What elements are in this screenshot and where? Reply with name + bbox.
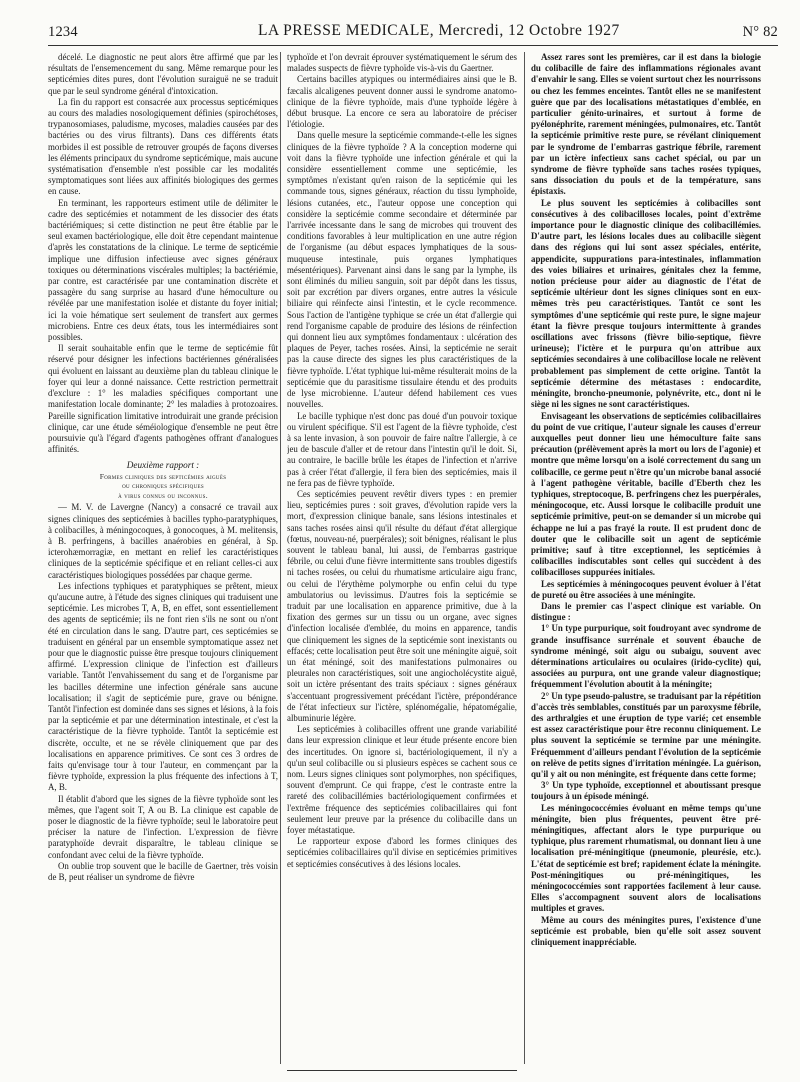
paragraph: En terminant, les rapporteurs estiment utile de délimiter le cadre des septicémies et notamment de les dissocier des états bactériémiques; si cette distinction ne peut être établie par le seul examen bactériologique, elle doit être cependant maintenue d'après les constatations de la clinique. Le terme de septicémie implique une diffusion infectieuse avec signes généraux toxiques ou déterminations viscérales multiples; la bactériémie, par contre, est caractérisée par une contamination discrète et passagère du sang surprise au hasard d'une hémoculture ou révélée par une manifestation isolée et distante du foyer initial; ici la voie hématique sert seulement de transfert aux germes microbiens. Entre ces deux états, tous les intermédiaires sont possibles. (48, 197, 278, 343)
paragraph: typhoïde et l'on devrait éprouver systématiquement le sérum des malades suspects de fièvre typhoïde vis-à-vis du Gaertner. (287, 52, 517, 74)
paragraph: Assez rares sont les premières, car il est dans la biologie du colibacille de faire des inflammations régionales avant d'envahir le sang. Elles se voient surtout chez les nourrissons ou chez les femmes enceintes. Tantôt elles ne se manifestent guère que par des localisations métastatiques d'emblée, en particulier génito-urinaires, et surtout à forme de pyélonéphrite, rarement méningées, pulmonaires, etc. Tantôt la septicémie primitive reste pure, se révélant cliniquement par le syndrome de l'embarras gastrique fébrile, rarement par un ictère infectieux sans cachet spécial, ou par un syndrome de fièvre typhoïde sans taches rosées typiques, sans dissociation du pouls et de la température, sans épistaxis. (531, 52, 761, 197)
paragraph: Les septicémies à colibacilles offrent une grande variabilité dans leur expression clinique et leur étude présente encore bien des incertitudes. On ignore si, bactériologiquement, il n'y a qu'un seul colibacille ou si plusieurs espèces se cachent sous ce nom. Leurs signes cliniques sont polymorphes, non spécifiques, souvent d'emprunt. Ce qui frappe, c'est le contraste entre la rareté des colibacillémies bactériologiquement confirmées et l'extrême fréquence des septicémies colibacillaires qui font seulement leur preuve par la présence du colibacille dans un foyer métastatique. (287, 724, 517, 836)
running-title: LA PRESSE MEDICALE, Mercredi, 12 Octobre 1927 (258, 22, 620, 39)
paragraph: Le bacille typhique n'est donc pas doué d'un pouvoir toxique ou virulent spécifique. S'il est l'agent de la fièvre typhoïde, c'est à sa lente invasion, à son pouvoir de faire naître l'allergie, à ce jeu de bascule d'aller et de retour dans l'intestin qu'il le doit. Si, au contraire, le bacille brûle les étapes de l'infection et n'arrive pas à créer l'état d'allergie, il fera bien des septicémies, mais il ne fera pas de fièvre typhoïde. (287, 410, 517, 488)
paragraph: La fin du rapport est consacrée aux processus septicémiques au cours des maladies nosologiquement définies (spirochétoses, trypanosomiases, paludisme, mycoses, maladies causées par des bactéries ou des virus filtrants). Dans ces différents états morbides il est possible de retrouver groupés de façons diverses les éléments principaux du syndrome septicémique, mais aucune systématisation d'ensemble n'est possible car les modalités symptomatiques sont liées aux affinités biologiques des germes en cause. (48, 96, 278, 197)
column-divider (524, 52, 525, 1064)
paragraph: 2° Un type pseudo-palustre, se traduisant par la répétition d'accès très semblables, constitués par un paroxysme fébrile, des arthralgies et une éruption de type varié; cet ensemble est assez caractéristique pour être reconnu cliniquement. Le plus souvent la septicémie se termine par une méningite. Fréquemment d'ailleurs pendant l'évolution de la septicémie on relève de petits signes d'irritation méningée. La guérison, qu'il y ait ou non méningite, est fréquente dans cette forme; (531, 690, 761, 779)
paragraph: Il serait souhaitable enfin que le terme de septicémie fût réservé pour désigner les infections bactériennes généralisées qui évoluent en laissant au deuxième plan du tableau clinique le foyer qui leur a donné naissance. Cette restriction permettrait d'exclure : 1° les maladies spécifiques comportant une manifestation locale dominante; 2° les maladies à protozoaires. Pareille signification limitative introduirait une grande précision clinique, car une étude séméiologique d'ensemble ne peut être poursuivie qu'à l'égard d'agents pathogènes offrant d'analogues affinités. (48, 343, 278, 455)
paragraph: Les septicémies à méningocoques peuvent évoluer à l'état de pureté ou être associées à une méningite. (531, 578, 761, 600)
footer-rule (287, 1070, 517, 1071)
paragraph: 1° Un type purpurique, soit foudroyant avec syndrome de grande insuffisance surrénale et souvent ébauche de syndrome méningé, soit aigu ou subaigu, souvent avec déterminations articulaires ou oculaires (irido-cyclite) qui, associées au purpura, ont une grande valeur diagnostique; fréquemment l'évolution aboutit à la méningite; (531, 623, 761, 690)
paragraph: décelé. Le diagnostic ne peut alors être affirmé que par les résultats de l'ensemencement du sang. Même remarque pour les septicémies dites pures, dont l'évolution suraiguë ne se traduit que par le seul syndrome général d'intoxication. (48, 52, 278, 96)
section-subtitle: à virus connus ou inconnus. (118, 490, 208, 500)
column-divider (280, 52, 281, 1064)
header-rule (48, 45, 778, 46)
issue-number: N° 82 (742, 24, 778, 40)
section-title: Deuxième rapport : (126, 460, 200, 471)
paragraph: Le plus souvent les septicémies à colibacilles sont consécutives à des colibacilloses locales, point d'extrême importance pour le diagnostic clinique des colibacillémies. D'autre part, les lésions locales dues au colibacille siègent dans des régions qui lui sont assez spéciales, entérite, appendicite, suppurations para-intestinales, inflammation des voies biliaires et urinaires, génitales chez la femme, notion précieuse pour aider au diagnostic de l'état de septicémie ultérieur dont les signes cliniques sont en eux-mêmes très peu caractéristiques. Tantôt ce sont les symptômes d'une septicémie qui reste pure, le signe majeur étant la fièvre presque toujours intermittente à grandes oscillations avec frissons (fièvre bilio-septique, fièvre urineuse); l'ictère et le purpura qu'on attribue aux septicémies secondaires à une colibacillose locale ne relèvent probablement pas simplement de cette origine. Tantôt la septicémie détermine des métastases : endocardite, méningite, broncho-pneumonie, polynévrite, etc., dont ni le siège ni les signes ne sont caractéristiques. (531, 197, 761, 410)
paragraph: Dans quelle mesure la septicémie commande-t-elle les signes cliniques de la fièvre typhoïde ? A la conception moderne qui voit dans la fièvre typhoïde une infection générale et qui la considère essentiellement comme une septicémie, les symptômes n'existant qu'en raison de la septicémie qui les commande tous, signes généraux, réaction du tissu lymphoïde, lésions cutanées, etc., l'auteur oppose une conception qui considère la septicémie comme secondaire et déterminée par l'arrivée incessante dans le sang de microbes qui trouvent des conditions favorables à leur multiplication en une autre région de l'organisme (au début espaces lymphatiques de la sous-muqueuse intestinale, puis organes lymphatiques mésentériques). Parvenant ainsi dans le sang par la lymphe, ils sont éliminés du milieu sanguin, soit par dépôt dans les tissus, soit par excrétion par divers organes, entre autres la vésicule biliaire qui réinfecte ainsi l'intestin, et le cycle recommence. Sous l'action de l'antigène typhique se crée un état d'allergie qui rend l'organisme capable de produire des lésions de réinfection qui donnent lieu aux symptômes fondamentaux : ulcération des plaques de Peyer, taches rosées. Ainsi, la septicémie ne serait pas la cause directe des signes les plus caractéristiques de la fièvre typhoïde. L'état typhique lui-même résulterait moins de la septicémie que du parasitisme tissulaire étendu et des produits de lyse microbienne. L'auteur défend habilement ces vues nouvelles. (287, 130, 517, 410)
paragraph: Les méningococcémies évoluant en même temps qu'une méningite, bien plus fréquentes, peuvent être pré-méningitiques, affectant alors le type purpurique ou typhique, plus rarement rhumatismal, ou donnant lieu à une localisation pré-méningitique (pneumonie, pleurésie, etc.). L'état de septicémie est bref; rapidement éclate la méningite. Post-méningitiques ou pré-méningitiques, les méningococcémies sont rapportées facilement à leur cause. Elles s'accompagnent souvent alors de localisations multiples et graves. (531, 802, 761, 914)
paragraph: Les infections typhiques et paratyphiques se prêtent, mieux qu'aucune autre, à l'étude des signes cliniques qui traduisent une septicémie. Les microbes T, A, B, en effet, sont essentiellement des agents de septicémie; ils ne font rien s'ils ne sont ou n'ont été en circulation dans le sang. D'autre part, ces septicémies se traduisent en général par un ensemble symptomatique assez net pour que le diagnostic puisse être presque toujours cliniquement affirmé. L'expression clinique de l'infection est d'ailleurs variable. Tantôt l'envahissement du sang et de l'organisme par les bacilles détermine une infection générale sans aucune localisation; il s'agit de septicémie pure, grave ou bénigne. Tantôt l'infection est dominée dans ses signes et lésions, à la fois par la septicémie et par une détermination intestinale, et c'est la caractéristique de la fièvre typhoïde. Tantôt la septicémie est discrète, occulte, et ne se révèle cliniquement que par des localisations en apparence primitives. Ce sont ces 3 ordres de faits qu'envisage tour à tour l'auteur, en commençant par la fièvre typhoïde, expression la plus fréquente des infections à T, A, B. (48, 580, 278, 793)
paragraph: On oublie trop souvent que le bacille de Gaertner, très voisin de B, peut réaliser un syndrome de fièvre (48, 860, 278, 882)
section-subtitle: ou chroniques spécifiques (122, 481, 204, 491)
section-heading (48, 460, 278, 500)
column-right (531, 52, 761, 1067)
paragraph: 3° Un type typhoïde, exceptionnel et aboutissant presque toujours à un épisode méningé. (531, 780, 761, 802)
page-number: 1234 (48, 24, 78, 40)
paragraph: Le rapporteur expose d'abord les formes cliniques des septicémies colibacillaires qu'il divise en septicémies primitives et septicémies consécutives à des lésions locales. (287, 836, 517, 869)
paragraph: Ces septicémies peuvent revêtir divers types : en premier lieu, septicémies pures : soit graves, d'évolution rapide vers la mort, d'expression clinique banale, sans lésions intestinales et sans taches rosées ainsi qu'il résulte du défaut d'état allergique (fœtus, nouveau-né, puerpérales); soit bénignes, réalisant le plus souvent le tableau banal, lui aussi, de l'embarras gastrique fébrile, ou celui d'une fièvre intermittente sans troubles digestifs ni taches rosées, ou celui du rhumatisme articulaire aigu franc, ou celui de l'érythème polymorphe ou enfin celui du type ambulatorius ou levissimus. D'autres fois la septicémie se traduit par une localisation en apparence primitive, due à la fixation des germes sur un tissu ou un organe, avec signes d'infection localisée d'emblée, du moins en apparence, tandis que cliniquement les signes de la septicémie sont inexistants ou effacés; cette localisation peut être soit une méningite aiguë, soit un état méningé, soit des manifestations pulmonaires ou pleurales non caractéristiques, soit une angiocholécystite aiguë, soit un ictère présentant des traits spéciaux : signes généraux s'accentuant progressivement précédant l'ictère, prépondérance de l'état infectieux sur l'ictère, splénomégalie, hépatomégalie, albuminurie légère. (287, 488, 517, 723)
paragraph: Même au cours des méningites pures, l'existence d'une septicémie est probable, bien qu'elle soit assez souvent cliniquement inappréciable. (531, 914, 761, 948)
paragraph: Dans le premier cas l'aspect clinique est variable. On distingue : (531, 600, 761, 623)
paragraph: — M. V. de Lavergne (Nancy) a consacré ce travail aux signes cliniques des septicémies à bacilles typho-paratyphiques, à colibacilles, à méningocoques, à gonocoques, à M. melitensis, à B. perfringens, à bacilles anaérobies en général, à Sp. icterohæmorragiæ, en mettant en relief les caractéristiques cliniques de la septicémie spécifique et en reliant celles-ci aux caractéristiques biologiques possédées par chaque germe. (48, 502, 278, 580)
section-subtitle: Formes cliniques des septicémies aiguës (99, 471, 227, 481)
paragraph: Certains bacilles atypiques ou intermédiaires ainsi que le B. fæcalis alcaligenes peuvent donner aussi le syndrome anatomo-clinique de la fièvre typhoïde, mais d'une typhoïde légère à début brusque. La encore ce sera au laboratoire de préciser l'étiologie. (287, 74, 517, 130)
column-left (48, 52, 278, 1067)
column-middle (287, 52, 517, 1067)
paragraph: Envisageant les observations de septicémies colibacillaires du point de vue critique, l'auteur signale les causes d'erreur auxquelles peut donner lieu une hémoculture faite sans précaution (prélèvement après la mort ou lors de l'agonie) et montre que même lorsqu'on a isolé correctement du sang un colibacille, ce germe peut n'être qu'un microbe banal associé à l'agent pathogène véritable, bacille d'Eberth chez les typhiques, streptocoque, B. perfringens chez les puerpérales, méningocoque, etc. Aussi lorsque le colibacille produit une septicémie primitive, peut-on se demander si un microbe qui échappe ne lui a pas frayé la route. Il est prudent donc de douter que le colibacille soit un agent de septicémie primitive; sauf à titre exceptionnel, les septicémies à colibacilles indiscutables sont celles qui succèdent à des colibacilloses suppurées initiales. (531, 410, 761, 578)
page-header (48, 22, 778, 44)
paragraph: Il établit d'abord que les signes de la fièvre typhoïde sont les mêmes, que l'agent soit T, A ou B. La clinique est capable de poser le diagnostic de la fièvre typhoïde; seul le laboratoire peut préciser la nature de l'infection. L'expression de fièvre paratyphoïde devrait disparaître, le tableau clinique se confondant avec celui de la fièvre typhoïde. (48, 793, 278, 860)
